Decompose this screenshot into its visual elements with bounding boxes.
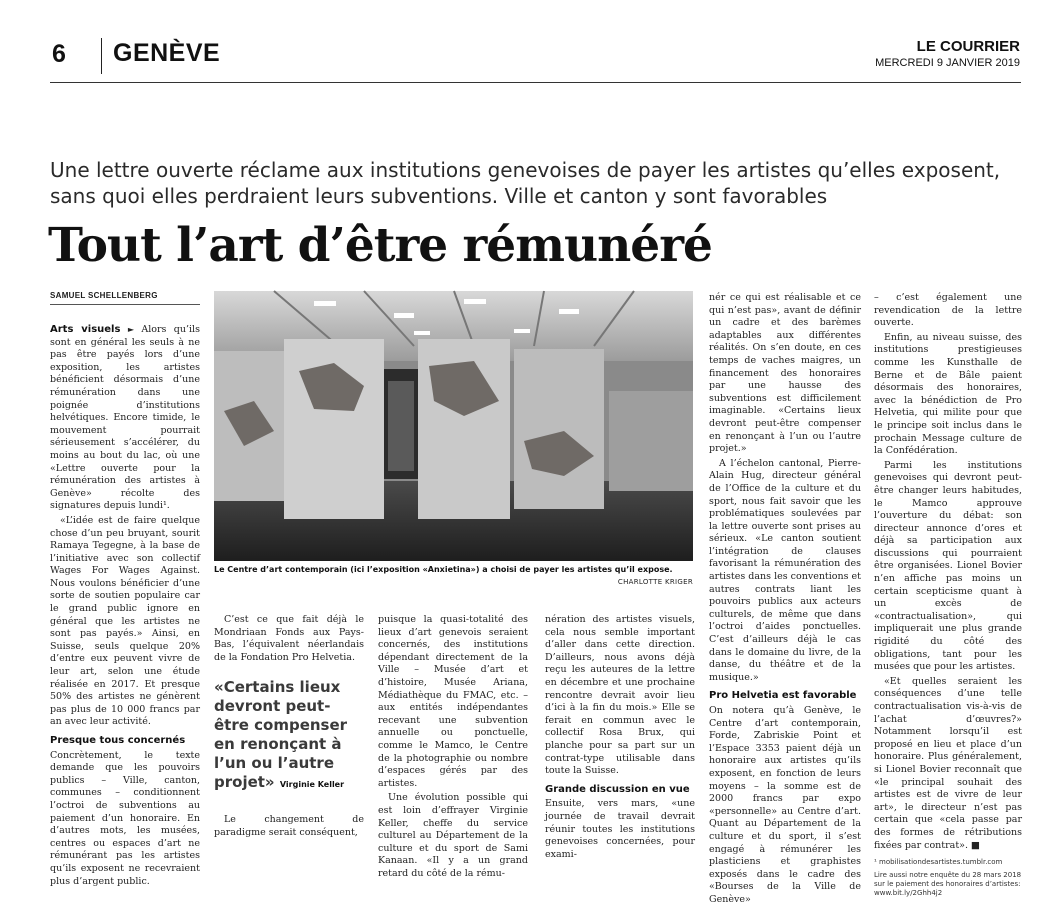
paragraph: Ensuite, vers mars, «une journée de travail devrait réunir toutes les institutions genevoises concernées, pour exami- (545, 798, 695, 860)
byline: SAMUEL SCHELLENBERG (50, 291, 158, 300)
byline-rule (50, 304, 200, 305)
page-header (0, 0, 1063, 82)
paragraph: Concrètement, le texte demande que les pouvoirs publics – Ville, canton, communes – conditionnent l’octroi de subventions au paiement d’un honoraire. En d’autres mots, les musées, centres ou espaces d’art ne rémunérant pas les artistes qu’ils exposent ne recevraient plus d’argent public. (50, 749, 200, 887)
issue-date: MERCREDI 9 JANVIER 2019 (875, 57, 1020, 69)
paragraph: C’est ce que fait déjà le Mondriaan Fonds aux Pays-Bas, l’équivalent néerlandais de la Fondation Pro Helvetia. (214, 614, 364, 663)
paragraph: Alors qu’ils sont en général les seuls à ne pas être payés lors d’une exposition, les artistes bénéficient désormais d’une rémunération dans une poignée d’institutions helvétiques. Encore timide, le mouvement pourrait sérieusement s’accélérer, du moins au bout du lac, où une «Lettre ouverte pour la rémunération des artistes à Genève» récolte des signatures depuis lundi¹. (50, 324, 200, 512)
paragraph: – c’est également une revendication de la lettre ouverte. (874, 292, 1022, 329)
newspaper-name: LE COURRIER (916, 38, 1020, 55)
lead-paragraph (50, 324, 200, 513)
photo-credit: CHARLOTTE KRIGER (617, 578, 693, 586)
paragraph: Une évolution possible qui est loin d’effrayer Virginie Keller, cheffe du service culturel au Département de la culture et du sport de Sami Kanaan. «Il y a un grand retard du côté de la rému- (378, 792, 528, 879)
header-divider (101, 38, 102, 74)
pull-quote-text: «Certains lieux devront peut-être compenser en renonçant à l’un ou l’autre projet» (214, 678, 348, 791)
subheading: Grande discussion en vue (545, 783, 690, 795)
article-column-1 (50, 324, 200, 890)
arrow-icon: ► (127, 325, 134, 334)
article-column-4 (545, 614, 695, 863)
article-column-6 (874, 292, 1022, 900)
page-number: 6 (52, 40, 66, 68)
paragraph: On notera qu’à Genève, le Centre d’art contemporain, Forde, Zabriskie Point et l’Espace 3353 paient déjà un honoraire aux artistes qu’ils exposent, en fonction de leurs moyens – la somme est de 2000 francs par expo «personnelle» au Centre d’art. Quant au Département de la culture et du sport, il s’est engagé à rémunérer les plasticiens et graphistes exposés dans le cadre des «Bourses de la Ville de Genève» (709, 705, 861, 905)
paragraph: puisque la quasi-totalité des lieux d’art genevois seraient concernés, des institutions dépendant directement de la Ville – Musée d’art et d’histoire, Musée Ariana, Médiathèque du FMAC, etc. – aux entités indépendantes recevant une subvention annuelle ou ponctuelle, comme le Mamco, le Centre de la photographie ou nombre d’espaces gérés par des artistes. (378, 614, 528, 789)
article-photo (214, 291, 693, 561)
article-deck: Une lettre ouverte réclame aux institutions genevoises de payer les artistes qu’elles exposent, sans quoi elles perdraient leurs subventions. Ville et canton y sont favorables (50, 158, 1001, 208)
paragraph: «L’idée est de faire quelque chose d’un peu bruyant, sourit Ramaya Tegegne, à la base de l’initiative avec son collectif Wages For Wages Against. Nous voulons bénéficier d’une sorte de soutien populaire car le grand public ignore en général que les artistes ne sont pas payés.» Ainsi, en Suisse, seuls quelque 20% d’entre eux peuvent vivre de leur art, selon une étude réalisée en 2017. Et presque 50% des artistes ne génèrent pas plus de 10 000 francs par an avec leur activité. (50, 514, 200, 728)
pull-quote-author: Virginie Keller (279, 780, 345, 789)
footnote-link[interactable]: Lire aussi notre enquête du 28 mars 2018 sur le paiement des honoraires d’artistes: www.bit.ly/2Ghh4j2 (874, 871, 1022, 898)
subheading: Pro Helvetia est favorable (709, 690, 857, 702)
photo-caption: Le Centre d’art contemporain (ici l’exposition «Anxietina») a choisi de payer les artistes qu’il expose. (214, 565, 673, 574)
subheading: Presque tous concernés (50, 735, 186, 746)
section-title: GENÈVE (113, 39, 221, 67)
article-column-2-bottom (214, 814, 364, 841)
paragraph: Enfin, au niveau suisse, des institutions prestigieuses comme les Kunsthalle de Berne et de Bâle paient désormais des honoraires, avec la bénédiction de Pro Helvetia, qui milite pour que le principe soit inclus dans le prochain Message culture de la Confédération. (874, 331, 1022, 457)
paragraph: Parmi les institutions genevoises qui devront peut-être changer leurs habitudes, le Mamco approuve l’ouverture du débat: son directeur annonce d’ores et déjà sa participation aux discussions qui pourraient être organisées. Lionel Bovier n’en affiche pas moins un certain scepticisme quant à un excès de «contractualisation», qui impliquerait une plus grande rigidité du côté des obligations, tant pour les musées que pour les artistes. (874, 459, 1022, 673)
article-column-5 (709, 292, 861, 909)
paragraph: Le changement de paradigme serait conséquent, (214, 814, 364, 838)
article-column-2 (214, 614, 364, 666)
gallery-photo-image (214, 291, 693, 561)
kicker: Arts visuels (50, 324, 121, 335)
article-headline: Tout l’art d’être rémunéré (48, 218, 712, 273)
pull-quote (214, 678, 364, 794)
footnote: ¹ mobilisationdesartistes.tumblr.com (874, 858, 1003, 867)
article-column-3 (378, 614, 528, 882)
paragraph: nér ce qui est réalisable et ce qui n’est pas», avant de définir un cadre et des barèmes adaptables aux différentes réalités. On s’en doute, en ces temps de vaches maigres, un financement des honoraires par une hausse des subventions est difficilement imaginable. «Certains lieux devront peut-être compenser en renonçant à l’un ou l’autre projet.» (709, 292, 861, 455)
paragraph: «Et quelles seraient les conséquences d’une telle contractualisation vis-à-vis de l’achat d’œuvres?» Notamment lorsqu’il est proposé en lieu et place d’un honoraire. Plus généralement, si Lionel Bovier reconnaît que «le principal souhait des artistes est de vivre de leur art», le directeur n’est pas certain que «cela passe par des formes de rétributions fixées par contrat». ■ (874, 675, 1022, 851)
header-rule (50, 82, 1021, 83)
paragraph: nération des artistes visuels, cela nous semble important d’aller dans cette direction. D’ailleurs, nous avons déjà reçu les auteures de la lettre en décembre et une prochaine rencontre devrait avoir lieu d’ici à la fin du mois.» Elle se ferait en commun avec le collectif Rosa Brux, qui planche pour sa part sur un contrat-type utilisable dans toute la Suisse. (545, 614, 695, 777)
paragraph: A l’échelon cantonal, Pierre-Alain Hug, directeur général de l’Office de la culture et du sport, nous fait savoir que les problématiques soulevées par la lettre ouverte sont prises au sérieux. «Le canton soutient l’intégration de clauses favorisant la rémunération des artistes dans les conventions et autres contrats liant les pouvoirs publics aux acteurs culturels, de même que dans l’octroi d’aides ponctuelles. C’est d’ailleurs déjà le cas dans le domaine du livre, de la danse, du théâtre et de la musique.» (709, 457, 861, 683)
